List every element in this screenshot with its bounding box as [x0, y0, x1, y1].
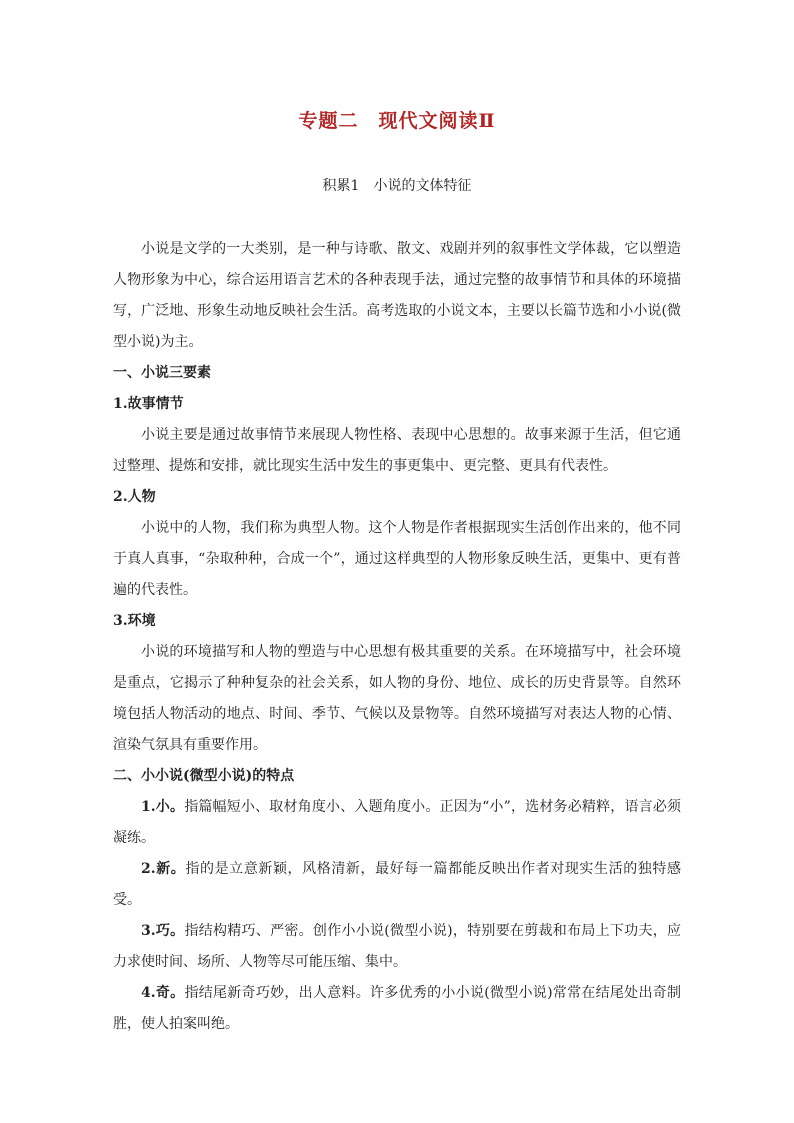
subheading-environment: 3.环境 — [113, 613, 156, 629]
feature-text: 指结尾新奇巧妙，出人意料。许多优秀的小小说(微型小说)常常在结尾处出奇制胜，使人拍案叫绝。 — [113, 985, 682, 1032]
feature-label: 2.新。 — [141, 861, 186, 877]
subheading-character: 2.人物 — [113, 489, 156, 505]
feature-label: 4.奇。 — [141, 985, 185, 1001]
paragraph-character: 小说中的人物，我们称为典型人物。这个人物是作者根据现实生活创作出来的，他不同于真人真事，“杂取种种，合成一个”，通过这样典型的人物形象反映生活，更集中、更有普遍的代表性。 — [113, 520, 681, 598]
feature-label: 1.小。 — [141, 799, 185, 815]
feature-item-new — [113, 854, 681, 916]
feature-text: 指篇幅短小、取材角度小、入题角度小。正因为“小”，选材务必精粹，语言必须凝练。 — [113, 799, 682, 846]
section-heading-features: 二、小小说(微型小说)的特点 — [113, 768, 295, 784]
section-heading-elements: 一、小说三要素 — [113, 365, 211, 381]
feature-text: 指结构精巧、严密。创作小小说(微型小说)，特别要在剪裁和布局上下功夫，应力求使时间、场所、人物等尽可能压缩、集中。 — [113, 923, 682, 970]
page-title: 专题二 现代文阅读Ⅱ — [298, 110, 496, 132]
feature-item-clever — [113, 916, 681, 978]
page-subtitle: 积累1 小说的文体特征 — [322, 178, 472, 194]
paragraph-plot: 小说主要是通过故事情节来展现人物性格、表现中心思想的。故事来源于生活，但它通过整理、提炼和安排，就比现实生活中发生的事更集中、更完整、更具有代表性。 — [113, 427, 681, 474]
paragraph-environment: 小说的环境描写和人物的塑造与中心思想有极其重要的关系。在环境描写中，社会环境是重点，它揭示了种种复杂的社会关系，如人物的身份、地位、成长的历史背景等。自然环境包括人物活动的地点、时间、季节、气候以及景物等。自然环境描写对表达人物的心情、渲染气氛具有重要作用。 — [113, 644, 681, 753]
intro-paragraph: 小说是文学的一大类别，是一种与诗歌、散文、戏剧并列的叙事性文学体裁，它以塑造人物形象为中心，综合运用语言艺术的各种表现手法，通过完整的故事情节和具体的环境描写，广泛地、形象生动地反映社会生活。高考选取的小说文本，主要以长篇节选和小小说(微型小说)为主。 — [113, 241, 681, 350]
feature-item-surprise — [113, 978, 681, 1040]
document-body — [113, 234, 681, 1040]
subheading-plot: 1.故事情节 — [113, 396, 184, 412]
feature-item-small — [113, 792, 681, 854]
feature-label: 3.巧。 — [141, 923, 185, 939]
feature-text: 指的是立意新颖，风格清新，最好每一篇都能反映出作者对现实生活的独特感受。 — [113, 861, 681, 908]
